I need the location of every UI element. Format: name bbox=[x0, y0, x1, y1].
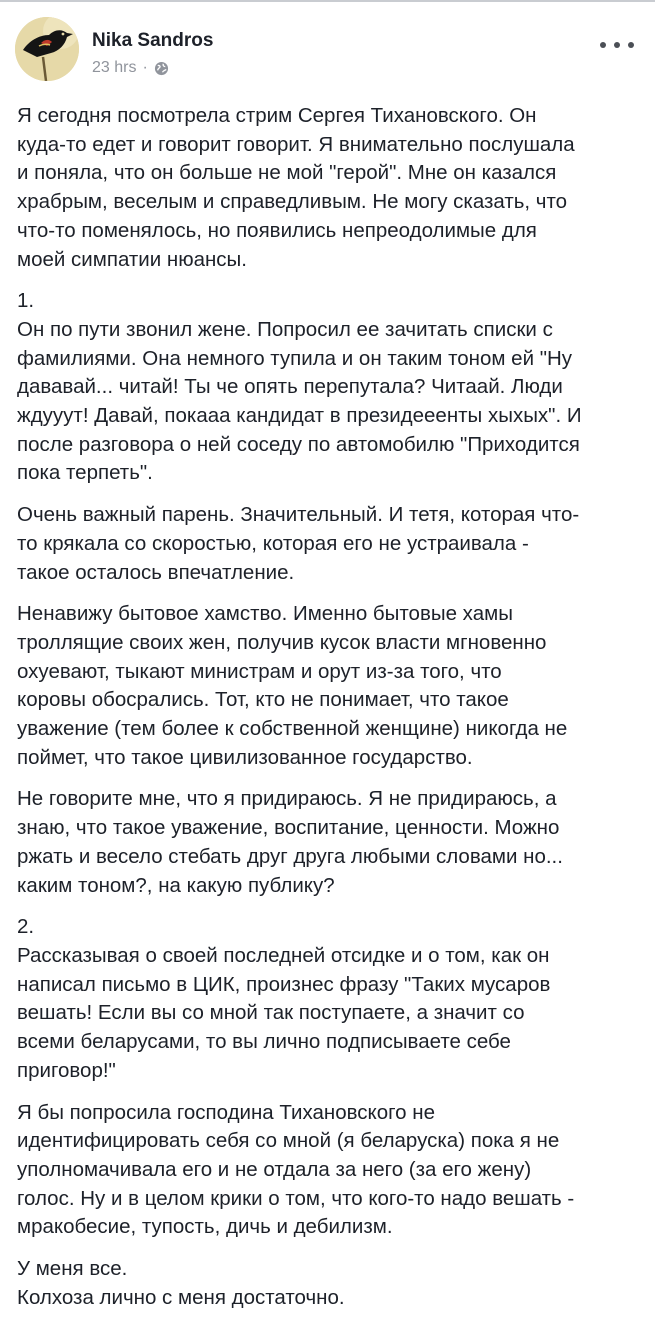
post-text-line: и поняла, что он больше не мой "герой". Мне он казался bbox=[17, 161, 557, 185]
more-dot bbox=[628, 42, 634, 48]
post-text-line: Не говорите мне, что я придираюсь. Я не придираюсь, а bbox=[17, 787, 557, 811]
more-dot bbox=[614, 42, 620, 48]
post-paragraph bbox=[17, 913, 642, 1085]
post-paragraph bbox=[17, 1099, 642, 1243]
post-text-line: после разговора о ней соседу по автомобилю "Приходится bbox=[17, 432, 580, 456]
post-paragraph bbox=[17, 1255, 642, 1312]
post-text-line: то крякала со скоростью, которая его не устраивала - bbox=[17, 531, 529, 555]
post-text-line: написал письмо в ЦИК, произнес фразу "Таких мусаров bbox=[17, 972, 551, 996]
post-paragraph bbox=[17, 102, 642, 274]
post-text-line: коровы обосрались. Тот, кто не понимает, что такое bbox=[17, 688, 509, 712]
more-dot bbox=[600, 42, 606, 48]
post-text-line: приговор!" bbox=[17, 1058, 116, 1082]
post-text-line: всеми беларусами, то вы лично подписываете себе bbox=[17, 1030, 511, 1054]
post-text-line: Он по пути звонил жене. Попросил ее зачитать списки с bbox=[17, 317, 553, 341]
post-text-line: Колхоза лично с меня достаточно. bbox=[17, 1285, 345, 1309]
post-text-line: 2. bbox=[17, 915, 35, 939]
post-text-line: фамилиями. Она немного тупила и он таким тоном ей "Ну bbox=[17, 346, 573, 370]
post-text-line: Очень важный парень. Значительный. И тетя, которая что- bbox=[17, 503, 580, 527]
post-text-line: У меня все. bbox=[17, 1257, 128, 1281]
meta-separator: · bbox=[142, 59, 148, 76]
post-text-line: 1. bbox=[17, 289, 35, 313]
post-timestamp[interactable]: 23 hrs bbox=[92, 59, 137, 76]
author-name[interactable]: Nika Sandros bbox=[92, 30, 214, 51]
post-text-line: куда-то едет и говорит говорит. Я внимательно послушала bbox=[17, 132, 575, 156]
post-text-line: Рассказывая о своей последней отсидке и о том, как он bbox=[17, 943, 550, 967]
post-text-line: Я бы попросила господина Тихановского не bbox=[17, 1100, 435, 1124]
post-text-line: идентифицировать себя со мной (я беларуска) пока я не bbox=[17, 1129, 560, 1153]
post-text-line: вешать! Если вы со мной так поступаете, а значит со bbox=[17, 1001, 525, 1025]
post-text-line: голос. Ну и в целом крики о том, что кого-то надо вешать - bbox=[17, 1186, 575, 1210]
post-paragraph bbox=[17, 287, 642, 488]
post-text-line: знаю, что такое уважение, воспитание, ценности. Можно bbox=[17, 816, 560, 840]
post-text-line: Я сегодня посмотрела стрим Сергея Тихановского. Он bbox=[17, 104, 537, 127]
post-text-line: охуевают, тыкают министрам и орут из-за того, что bbox=[17, 659, 502, 683]
post-header bbox=[15, 17, 640, 83]
bird-avatar-icon bbox=[15, 17, 79, 81]
author-avatar[interactable] bbox=[15, 17, 79, 81]
post-text-line: мракобесие, тупость, дичь и дебилизм. bbox=[17, 1215, 393, 1239]
top-divider bbox=[0, 0, 655, 2]
post-text-line: моей симпатии нюансы. bbox=[17, 247, 247, 271]
post-text-line: дававай... читай! Ты че опять перепутала? Читаай. Люди bbox=[17, 375, 563, 399]
post-text-line: уполномачивала его и не отдала за него (за его жену) bbox=[17, 1157, 532, 1181]
post-paragraph bbox=[17, 785, 642, 900]
post-text-line: такое осталось впечатление. bbox=[17, 560, 295, 584]
post-text-line: каким тоном?, на какую публику? bbox=[17, 873, 335, 897]
post-paragraph bbox=[17, 600, 642, 772]
post-text-line: поймет, что такое цивилизованное государство. bbox=[17, 745, 473, 769]
post-text-line: троллящие своих жен, получив кусок власти мгновенно bbox=[17, 630, 547, 654]
post-body bbox=[17, 102, 642, 1325]
post-text-line: пока терпеть". bbox=[17, 461, 153, 485]
post-meta bbox=[92, 59, 169, 77]
globe-icon[interactable] bbox=[154, 61, 169, 76]
post-text-line: ждууут! Давай, покааа кандидат в президееенты хыхых". И bbox=[17, 404, 582, 428]
post-text-line: ржать и весело стебать друг друга любыми словами но... bbox=[17, 844, 563, 868]
post-text-line: храбрым, веселым и справедливым. Не могу сказать, что bbox=[17, 190, 568, 214]
post-text-line: уважение (тем более к собственной женщине) никогда не bbox=[17, 717, 568, 741]
more-options-icon[interactable] bbox=[600, 35, 634, 55]
post-paragraph bbox=[17, 501, 642, 587]
post-text-line: Ненавижу бытовое хамство. Именно бытовые хамы bbox=[17, 602, 513, 626]
post-text-line: что-то поменялось, но появились непреодолимые для bbox=[17, 218, 537, 242]
